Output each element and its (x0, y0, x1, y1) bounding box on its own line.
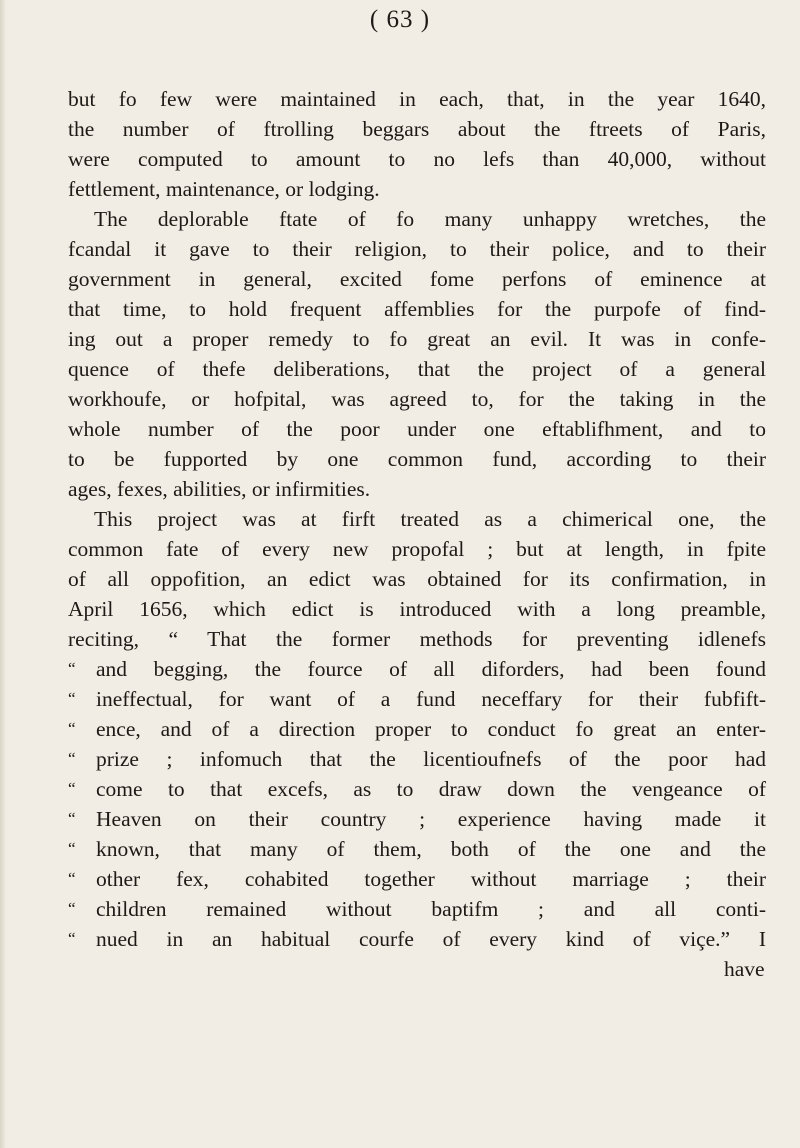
text-line: that time, to hold frequent affemblies for the purpofe of find- (68, 297, 766, 321)
quote-mark: “ (68, 719, 76, 738)
quoted-line (68, 924, 766, 954)
quoted-text: children remained without baptifm ; and all conti- (96, 897, 766, 921)
quoted-text: known, that many of them, both of the one and the (96, 837, 766, 861)
quote-mark: “ (68, 899, 76, 918)
text-line: government in general, excited fome perfons of eminence at (68, 267, 766, 291)
text-line: This project was at firft treated as a chimerical one, the (94, 507, 766, 531)
quote-mark: “ (68, 809, 76, 828)
text-line: common fate of every new propofal ; but at length, in fpite (68, 537, 766, 561)
text-line: ing out a proper remedy to fo great an evil. It was in confe- (68, 327, 766, 351)
quoted-text: other fex, cohabited together without marriage ; their (96, 867, 766, 891)
quote-mark: “ (68, 839, 76, 858)
quoted-line (68, 654, 766, 684)
text-line: reciting, “ That the former methods for preventing idlenefs (68, 627, 766, 651)
text-line: The deplorable ftate of fo many unhappy wretches, the (94, 207, 766, 231)
quoted-text: nued in an habitual courfe of every kind of viçe.” I (96, 927, 766, 951)
text-line: workhoufe, or hofpital, was agreed to, for the taking in the (68, 387, 766, 411)
quoted-text: ineffectual, for want of a fund neceffary for their fubfift- (96, 687, 766, 711)
quoted-line (68, 894, 766, 924)
quoted-text: and begging, the fource of all diforders, had been found (96, 657, 766, 681)
quoted-text: Heaven on their country ; experience having made it (96, 807, 766, 831)
text-line: of all oppofition, an edict was obtained for its confirmation, in (68, 567, 766, 591)
quoted-text: come to that excefs, as to draw down the vengeance of (96, 777, 766, 801)
text-line: quence of thefe deliberations, that the project of a general (68, 357, 766, 381)
quoted-line (68, 834, 766, 864)
quoted-line (68, 744, 766, 774)
quote-mark: “ (68, 659, 76, 678)
quoted-line (68, 804, 766, 834)
page-gutter-shadow (0, 0, 6, 1148)
page-number: ( 63 ) (369, 6, 431, 33)
quote-mark: “ (68, 779, 76, 798)
catchword: have (724, 957, 765, 981)
text-line: whole number of the poor under one eftablifhment, and to (68, 417, 766, 441)
quote-mark: “ (68, 929, 76, 948)
quoted-line (68, 864, 766, 894)
quoted-line (68, 714, 766, 744)
quoted-text: ence, and of a direction proper to conduct fo great an enter- (96, 717, 766, 741)
text-line: April 1656, which edict is introduced with a long preamble, (68, 597, 766, 621)
text-line: ages, fexes, abilities, or infirmities. (68, 477, 371, 501)
text-line: fcandal it gave to their religion, to their police, and to their (68, 237, 766, 261)
text-line: to be fupported by one common fund, according to their (68, 447, 766, 471)
text-line: the number of ftrolling beggars about the ftreets of Paris, (68, 117, 766, 141)
text-line: fettlement, maintenance, or lodging. (68, 177, 380, 201)
quote-mark: “ (68, 749, 76, 768)
text-line: but fo few were maintained in each, that, in the year 1640, (68, 87, 766, 111)
quoted-text: prize ; infomuch that the licentioufnefs of the poor had (96, 747, 766, 771)
quote-mark: “ (68, 869, 76, 888)
quoted-line (68, 684, 766, 714)
quoted-line (68, 774, 766, 804)
quote-mark: “ (68, 689, 76, 708)
text-line: were computed to amount to no lefs than 40,000, without (68, 147, 766, 171)
